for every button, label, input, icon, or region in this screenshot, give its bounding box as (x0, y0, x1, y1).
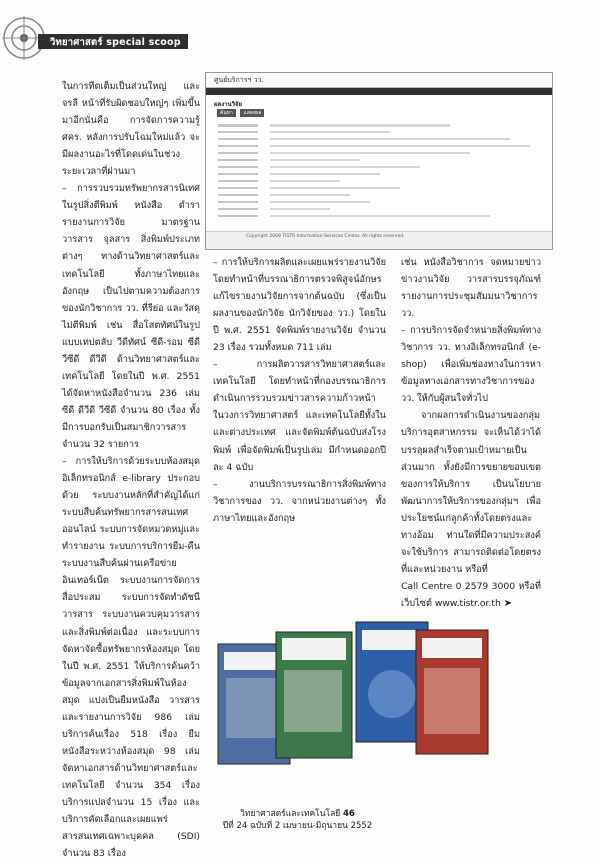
screenshot-footer-text: Copyright 2009 TISTR Information Services Center. All rights reserved. (246, 234, 405, 239)
page-footer (0, 808, 595, 832)
left-paragraph-3: – การให้บริการด้วยระบบห้องสมุดอิเล็กทรอนิกส์ e-library ประกอบด้วย ระบบงานหลักที่สำคัญได้แก่ ระบบสืบค้นทรัพยากรสารสนเทศออนไลน์ ระบบการจัดหมวดหมู่และทำรายงาน ระบบการบริการยืม-คืน ระบบงานสืบค้นผ่านเครือข่ายอินเทอร์เน็ต ระบบงานการจัดการสื่อประสม ระบบการจัดทำดัชนีวารสาร ระบบงานควบคุมวารสารและสิ่งพิมพ์ต่อเนื่อง และระบบการจัดหาจัดซื้อทรัพยากรห้องสมุด โดยในปี พ.ศ. 2551 ให้บริการค้นคว้าข้อมูลจากเอกสารสิ่งพิมพ์ในห้องสมุด แบ่งเป็นยืมหนังสือ วารสาร และรายงานการวิจัย 986 เล่ม บริการค้นเรื่อง 518 เรื่อง ยืมหนังสือระหว่างห้องสมุด 98 เล่ม จัดหาเอกสารด้านวิทยาศาสตร์และเทคโนโลยี จำนวน 354 เรื่อง บริการแปลจำนวน 15 เรื่อง และบริการคัดเลือกและเผยแพร่สารสนเทศเฉพาะบุคคล (SDI) จำนวน 83 เรื่อง (62, 456, 200, 860)
middle-column (213, 254, 386, 527)
footer-journal-name: วิทยาศาสตร์และเทคโนโลยี (240, 809, 341, 819)
website-screenshot (205, 72, 553, 250)
screenshot-tabs (214, 109, 264, 117)
journal-cover (276, 632, 352, 758)
screenshot-tab: ค้นหา (217, 109, 236, 117)
screenshot-nav (206, 88, 552, 95)
right-paragraph-2: – การบริการจัดจำหน่ายสิ่งพิมพ์ทางวิชาการ วว. ทางอิเล็กทรอนิกส์ (e-shop) เพื่อเพิ่มช่องทางในการหาข้อมูลทางเอกสารทางวิชาการของ วว. ให้กับผู้สนใจทั่วไป (401, 325, 541, 405)
header-band (0, 0, 595, 62)
right-paragraph-1: เช่น หนังสือวิชาการ จดหมายข่าว ข่าวงานวิจัย วารสารบรรจุภัณฑ์ รายงานการประชุมสัมมนาวิชาการ วว. (401, 257, 541, 320)
screenshot-heading: ผลงานวิจัย (214, 101, 242, 108)
footer-issue: ปีที่ 24 ฉบับที่ 2 เมษายน-มิถุนายน 2552 (222, 821, 373, 831)
left-paragraph-1: ในการทีตเต็มเป็นส่วนใหญ่ และจรลี หน้าที่รับผิดชอบใหญ่ๆ เพิ่มขึ้นมาอีกนั่นคือ การจัดการความรู้ ศคร. หลังการปรับโฉมใหม่แล้ว จะมีผลงานอะไรที่โดดเด่นในช่วงระยะเวลาที่ผ่านมา (62, 81, 200, 178)
journal-covers-image (216, 618, 492, 768)
screenshot-record-rows (218, 123, 540, 221)
middle-paragraph-3: – งานบริการบรรณาธิการสิ่งพิมพ์ทางวิชาการของ วว. จากหน่วยงานต่างๆ ทั้งภาษาไทยและอังกฤษ (213, 478, 386, 524)
right-column (401, 254, 541, 612)
middle-paragraph-1: – การให้บริการผลิตและเผยแพร่รายงานวิจัย โดยทำหน้าที่บรรณาธิการตรวจพิสูจน์อักษร แก้ไขรายงานวิจัยการจากต้นฉบับ (ซึ่งเป็นผลงานของนักวิจัย นักวิจัยของ วว.) โดยในปี พ.ศ. 2551 จัดพิมพ์รายงานวิจัย จำนวน 23 เรื่อง รวมทั้งหมด 711 เล่ม (213, 257, 386, 354)
journal-cover (416, 630, 488, 754)
section-title: วิทยาศาสตร์ special scoop (50, 37, 181, 48)
right-paragraph-4: Call Centre 0 2579 3000 หรือที่เว็บไซต์ www.tistr.or.th ➤ (401, 580, 541, 609)
screenshot-tab: แสดงผล (240, 109, 264, 117)
left-paragraph-2: – การรวบรวมทรัพยากรสารนิเทศในรูปสิ่งตีพิมพ์ หนังสือ ตำรา รายงานการวิจัย มาตรฐาน วารสาร จุลสาร สิ่งพิมพ์ประเภทต่างๆ ทางด้านวิทยาศาสตร์และเทคโนโลยี ทั้งภาษาไทยและอังกฤษ เป็นไปตามความต้องการของนักวิชาการ วว. ที่รีย่อ และวัสดุไม่ตีพิมพ์ เช่น สื่อโสตทัศน์ในรูปแบบเทปตลับ วีดีทัศน์ ซีดี-รอม ซีดี วีซีดี ดีวีดี ด้านวิทยาศาสตร์และเทคโนโลยี โดยในปี พ.ศ. 2551 ได้จัดหาหนังสือจำนวน 236 เล่ม ซีดี ดีวีดี วีซีดี จำนวน 80 เรื่อง ทั้งมีการบอกรับเป็นสมาชิกวารสาร จำนวน 32 รายการ (62, 183, 200, 450)
page-number: 46 (343, 809, 355, 819)
footer-line-1 (0, 808, 595, 820)
middle-paragraph-2: – การผลิตวารสารวิทยาศาสตร์และเทคโนโลยี โดยทำหน้าที่กองบรรณาธิการ ดำเนินการรวบรวมข่าวสารความก้าวหน้าในวงการวิทยาศาสตร์ และเทคโนโลยีทั้งในและต่างประเทศ และจัดพิมพ์ต้นฉบับส่งโรงพิมพ์ เพื่อจัดพิมพ์เป็นรูปเล่ม มีกำหนดออกปีละ 4 ฉบับ (213, 359, 386, 473)
left-column (62, 78, 200, 862)
arrow-icon: ➤ (503, 597, 513, 609)
right-paragraph-3: จากผลการดำเนินงานของกลุ่มบริการอุตสาหกรรม จะเห็นได้ว่าได้บรรลุผลสำเร็จตามเป้าหมายเป็นส่วนมาก ทั้งยังมีการขยายขอบเขตของการให้บริการ เป็นนโยบายพัฒนาการให้บริการของกลุ่มฯ เพื่อประโยชน์แก่ลูกค้าทั้งโดยตรงและทางอ้อม ท่านใดที่มีความประสงค์จะใช้บริการ สามารถติดต่อโดยตรงที่และหน่วยงาน หรือที่ (401, 410, 541, 575)
screenshot-logo: ศูนย์บริการฯ วว. (214, 76, 264, 84)
